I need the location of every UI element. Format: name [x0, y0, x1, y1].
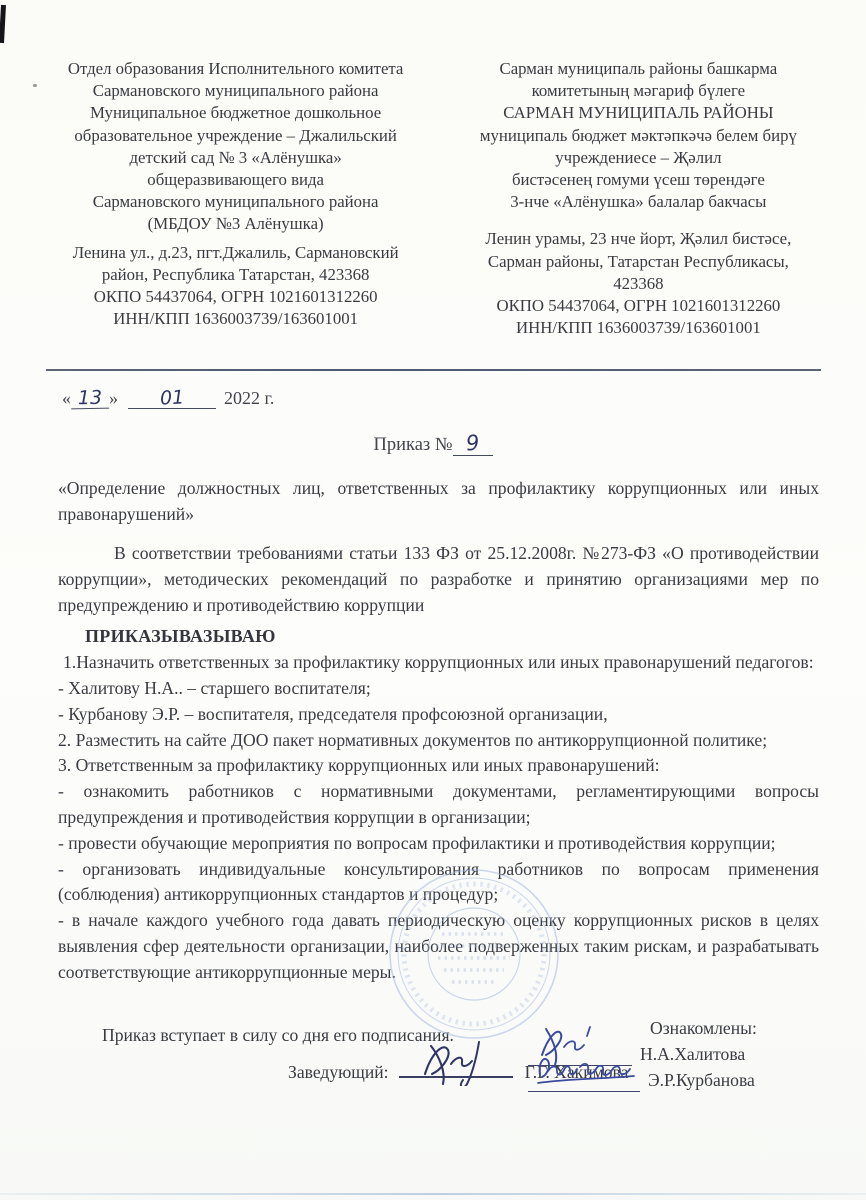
order-number-blank [453, 433, 493, 456]
org-address-line-tatar: ИНН/КПП 1636003739/163601001 [516, 318, 761, 338]
order-item: - провести обучающие мероприятия по вопросам профилактики и противодействия коррупции; [58, 832, 776, 853]
org-address-line: Ленина ул., д.23, пгт.Джалиль, Сармановский [72, 242, 399, 262]
org-name-line-tatar: САРМАН МУНИЦИПАЛЬ РАЙОНЫ [503, 103, 774, 123]
org-name-line: Отдел образования Исполнительного комитета [67, 59, 404, 78]
order-item: - организовать индивидуальные консультирования работников по вопросам применения (соблюдения) антикоррупционных стандартов и процедур; [58, 858, 819, 905]
date-close-quote: » [109, 388, 118, 409]
acknowledged-name: Э.Р.Курбанова [648, 1070, 755, 1090]
order-item: - Курбанову Э.Р. – воспитателя, председателя профсоюзной организации, [58, 703, 608, 724]
order-body [0, 476, 866, 1100]
acknowledgement-row [528, 1068, 838, 1092]
kurbanova-autograph-icon [534, 1047, 638, 1089]
org-address-line-tatar: ОКПО 54437064, ОГРН 1021601312260 [496, 296, 781, 316]
order-item: - ознакомить работников с нормативными документами, регламентирующими вопросы предупреждения и противодействия коррупции в организации; [58, 781, 819, 827]
order-preamble: В соответствии требованиями статьи 133 ФЗ от 25.12.2008г. №273-ФЗ «О противодействии коррупции», методических рекомендаций по разработке и принятию организациями мер по предупреждению и противодействию коррупции [58, 543, 819, 615]
handwritten-order-number: 9 [464, 431, 481, 456]
order-item: 2. Разместить на сайте ДОО пакет нормативных документов по антикоррупционной политике; [58, 729, 768, 750]
org-name-line-tatar: Сарман муниципаль районы башкарма [499, 59, 778, 78]
acknowledged-label: Ознакомлены: [650, 1018, 757, 1038]
org-address-line-tatar: 423368 [613, 273, 664, 293]
org-name-line: (МБДОУ №3 Алёнушка) [147, 214, 324, 234]
org-address-left [46, 242, 425, 331]
org-address-line-tatar: Ленин урамы, 23 нче йорт, Җәлил бистәсе, [485, 229, 792, 249]
decree-word: ПРИКАЗЫВАЗЫВАЮ [85, 626, 276, 647]
letterhead-divider-rule [46, 369, 821, 371]
order-number-line [0, 433, 866, 456]
signer-role: Заведующий: [288, 1062, 389, 1083]
org-name-line: общеразвивающего вида [147, 170, 324, 190]
org-name-line: Муниципальное бюджетное дошкольное [90, 103, 382, 123]
letterhead-left-column [46, 58, 425, 339]
handwritten-month: 01 [159, 386, 185, 411]
acknowledged-name: Н.А.Халитова [640, 1044, 746, 1064]
org-name-line: детский сад № 3 «Алёнушка» [129, 147, 342, 167]
org-address-line: ОКПО 54437064, ОГРН 1021601312260 [93, 287, 378, 307]
order-number-label: Приказ № [373, 435, 453, 456]
order-item: 1.Назначить ответственных за профилактику коррупционных или иных правонарушений педагогов: [63, 652, 814, 673]
date-day-blank [71, 388, 109, 410]
scan-speck-artifact [33, 84, 37, 87]
org-address-line: ИНН/КПП 1636003739/163601001 [113, 309, 358, 329]
signature-blank-line [399, 1060, 513, 1078]
org-name-line-tatar: бистәсенең гомуми үсеш төрендәге [511, 170, 765, 190]
date-month-blank [128, 388, 216, 409]
signer-name: Г.Г. Хакимова [524, 1062, 629, 1083]
letterhead-right-column [449, 58, 828, 339]
order-item: - в начале каждого учебного года давать периодическую оценку коррупционных рисков в целях выявления сфер деятельности организации, наиболее подверженных таким рискам, и разрабатывать соответствующие антикоррупционные меры. [58, 910, 819, 982]
order-item: - Халитову Н.А.. – старшего воспитателя; [58, 678, 371, 699]
date-line [62, 388, 866, 409]
handwritten-day: 13 [77, 387, 103, 410]
org-name-line-tatar: муниципаль бюджет мәктәпкәчә белем бирү [479, 125, 797, 145]
org-name-line-tatar: комитетының мәгариф бүлеге [531, 81, 746, 101]
date-year: 2022 г. [224, 388, 275, 409]
order-items [58, 650, 819, 985]
org-address-line-tatar: Сарман районы, Татарстан Республикасы, [487, 251, 789, 271]
org-name-line: Сармановского муниципального района [92, 81, 379, 101]
acknowledgement-block [528, 1016, 838, 1092]
org-name-line: образовательное учреждение – Джалильский [74, 125, 397, 145]
effective-clause: Приказ вступает в силу со дня его подписания. [102, 1024, 454, 1045]
org-name-line: Сармановского муниципального района [92, 192, 379, 212]
order-subject: «Определение должностных лиц, ответственных за профилактику коррупционных или иных правонарушений» [58, 478, 819, 525]
org-address-line: район, Республика Татарстан, 423368 [101, 264, 370, 284]
acknowledgement-signature-line [528, 1077, 640, 1092]
order-item: 3. Ответственным за профилактику коррупционных или иных правонарушений: [58, 755, 660, 776]
letterhead [0, 0, 866, 339]
date-open-quote: « [62, 388, 71, 409]
org-address-right [449, 228, 828, 339]
org-name-line-tatar: 3-нче «Алёнушка» балалар бакчасы [510, 192, 767, 212]
org-name-line-tatar: учреждениесе – Җәлил [555, 147, 722, 167]
director-autograph-icon [417, 1034, 497, 1086]
